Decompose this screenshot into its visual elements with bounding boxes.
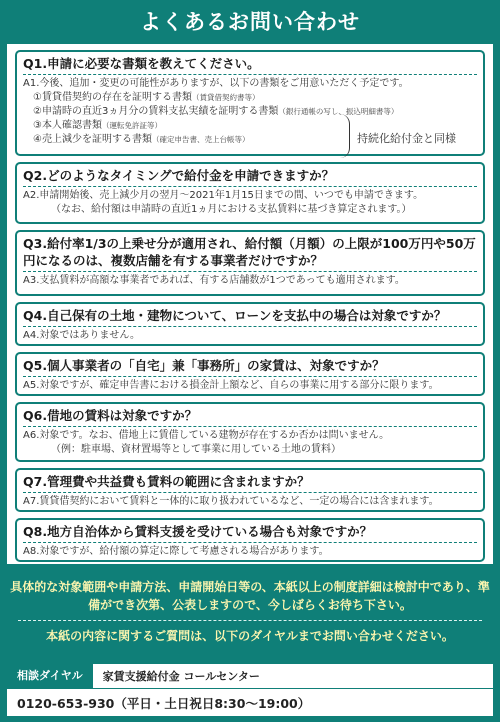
faq-item-q4 bbox=[15, 302, 485, 346]
contact-phone: 0120-653-930（平日・土日祝日8:30～19:00） bbox=[17, 696, 311, 711]
question-q2: Q2.どのようなタイミングで給付金を申請できますか？ bbox=[23, 168, 335, 183]
answer-q2 bbox=[17, 187, 483, 220]
brace-note: 持続化給付金と同様 bbox=[357, 132, 456, 145]
contact-label: 相談ダイヤル bbox=[7, 664, 93, 688]
brace-mark bbox=[339, 114, 350, 158]
question-q8: Q8.地方自治体から賃料支援を受けている場合も対象ですか？ bbox=[23, 524, 373, 539]
document-item-4: ④売上減少を証明する書類（確定申告書、売上台帳等） bbox=[33, 134, 250, 145]
faq-item-q5 bbox=[15, 352, 485, 396]
contact-name: 家賃支援給付金 コールセンター bbox=[102, 670, 260, 683]
faq-item-q1 bbox=[15, 50, 485, 156]
answer-text: A2.申請開始後、売上減少月の翌月～2021年1月15日までの間、いつでも申請できます。 bbox=[23, 190, 424, 201]
divider bbox=[18, 620, 482, 621]
question-q4: Q4.自己保有の土地・建物について、ローンを支払中の場合は対象ですか？ bbox=[23, 308, 447, 323]
answer-q6 bbox=[17, 427, 483, 460]
bottom-note: 具体的な対象範囲や申請方法、申請開始日等の、本紙以上の制度詳細は検討中であり、準備ができ次第、公表しますので、今しばらくお待ち下さい。 bbox=[10, 580, 490, 612]
faq-item-q3 bbox=[15, 230, 485, 296]
answer-q3: A3.支払賃料が高額な事業者であれば、有する店舗数が1つであっても適用されます。 bbox=[23, 275, 405, 286]
question-q3: Q3.給付率1/3の上乗せ分が適用され、給付額（月額）の上限が100万円や50万円になるのは、複数店舗を有する事業者だけですか？ bbox=[23, 236, 476, 268]
faq-item-q6 bbox=[15, 402, 485, 462]
answer-note: （例：駐車場、資材置場等として事業に用している土地の賃料） bbox=[51, 444, 341, 455]
answer-intro: A1.今後、追加・変更の可能性がありますが、以下の書類をご用意いただく予定です。 bbox=[23, 78, 409, 89]
document-item-2: ②申請時の直近3ヵ月分の賃料支払実績を証明する書類（銀行通帳の写し、振込明細書等） bbox=[33, 106, 399, 117]
answer-text: A6.対象です。なお、借地上に賃借している建物が存在するか否かは問いません。 bbox=[23, 430, 390, 441]
faq-item-q8 bbox=[15, 518, 485, 562]
contact-box bbox=[7, 664, 493, 716]
answer-q8: A8.対象ですが、給付額の算定に際して考慮される場合があります。 bbox=[23, 546, 329, 557]
question-q7: Q7.管理費や共益費も賃料の範囲に含まれますか？ bbox=[23, 474, 310, 489]
faq-panel bbox=[7, 44, 493, 564]
question-q5: Q5.個人事業者の「自宅」兼「事務所」の家賃は、対象ですか？ bbox=[23, 358, 385, 373]
document-item-1: ①賃貸借契約の存在を証明する書類（賃貸借契約書等） bbox=[33, 92, 260, 103]
question-q1: Q1.申請に必要な書類を教えてください。 bbox=[23, 56, 260, 71]
answer-q4: A4.対象ではありません。 bbox=[23, 330, 140, 341]
answer-q5: A5.対象ですが、確定申告書における損金計上額など、自らの事業に用する部分に限ります。 bbox=[23, 380, 439, 391]
inquiry-text: 本紙の内容に関するご質問は、以下のダイヤルまでお問い合わせください。 bbox=[46, 629, 454, 643]
contact-header bbox=[7, 664, 493, 689]
faq-item-q7 bbox=[15, 468, 485, 512]
bottom-section bbox=[0, 572, 500, 722]
document-item-3: ③本人確認書類（運転免許証等） bbox=[33, 120, 162, 131]
faq-item-q2 bbox=[15, 162, 485, 224]
answer-q7: A7.賃貸借契約において賃料と一体的に取り扱われているなど、一定の場合には含まれます。 bbox=[23, 496, 439, 507]
question-q6: Q6.借地の賃料は対象ですか？ bbox=[23, 408, 198, 423]
answer-note: （なお、給付額は申請時の直近1ヵ月における支払賃料に基づき算定されます。） bbox=[51, 204, 412, 215]
page-title: よくあるお問い合わせ bbox=[140, 10, 360, 34]
